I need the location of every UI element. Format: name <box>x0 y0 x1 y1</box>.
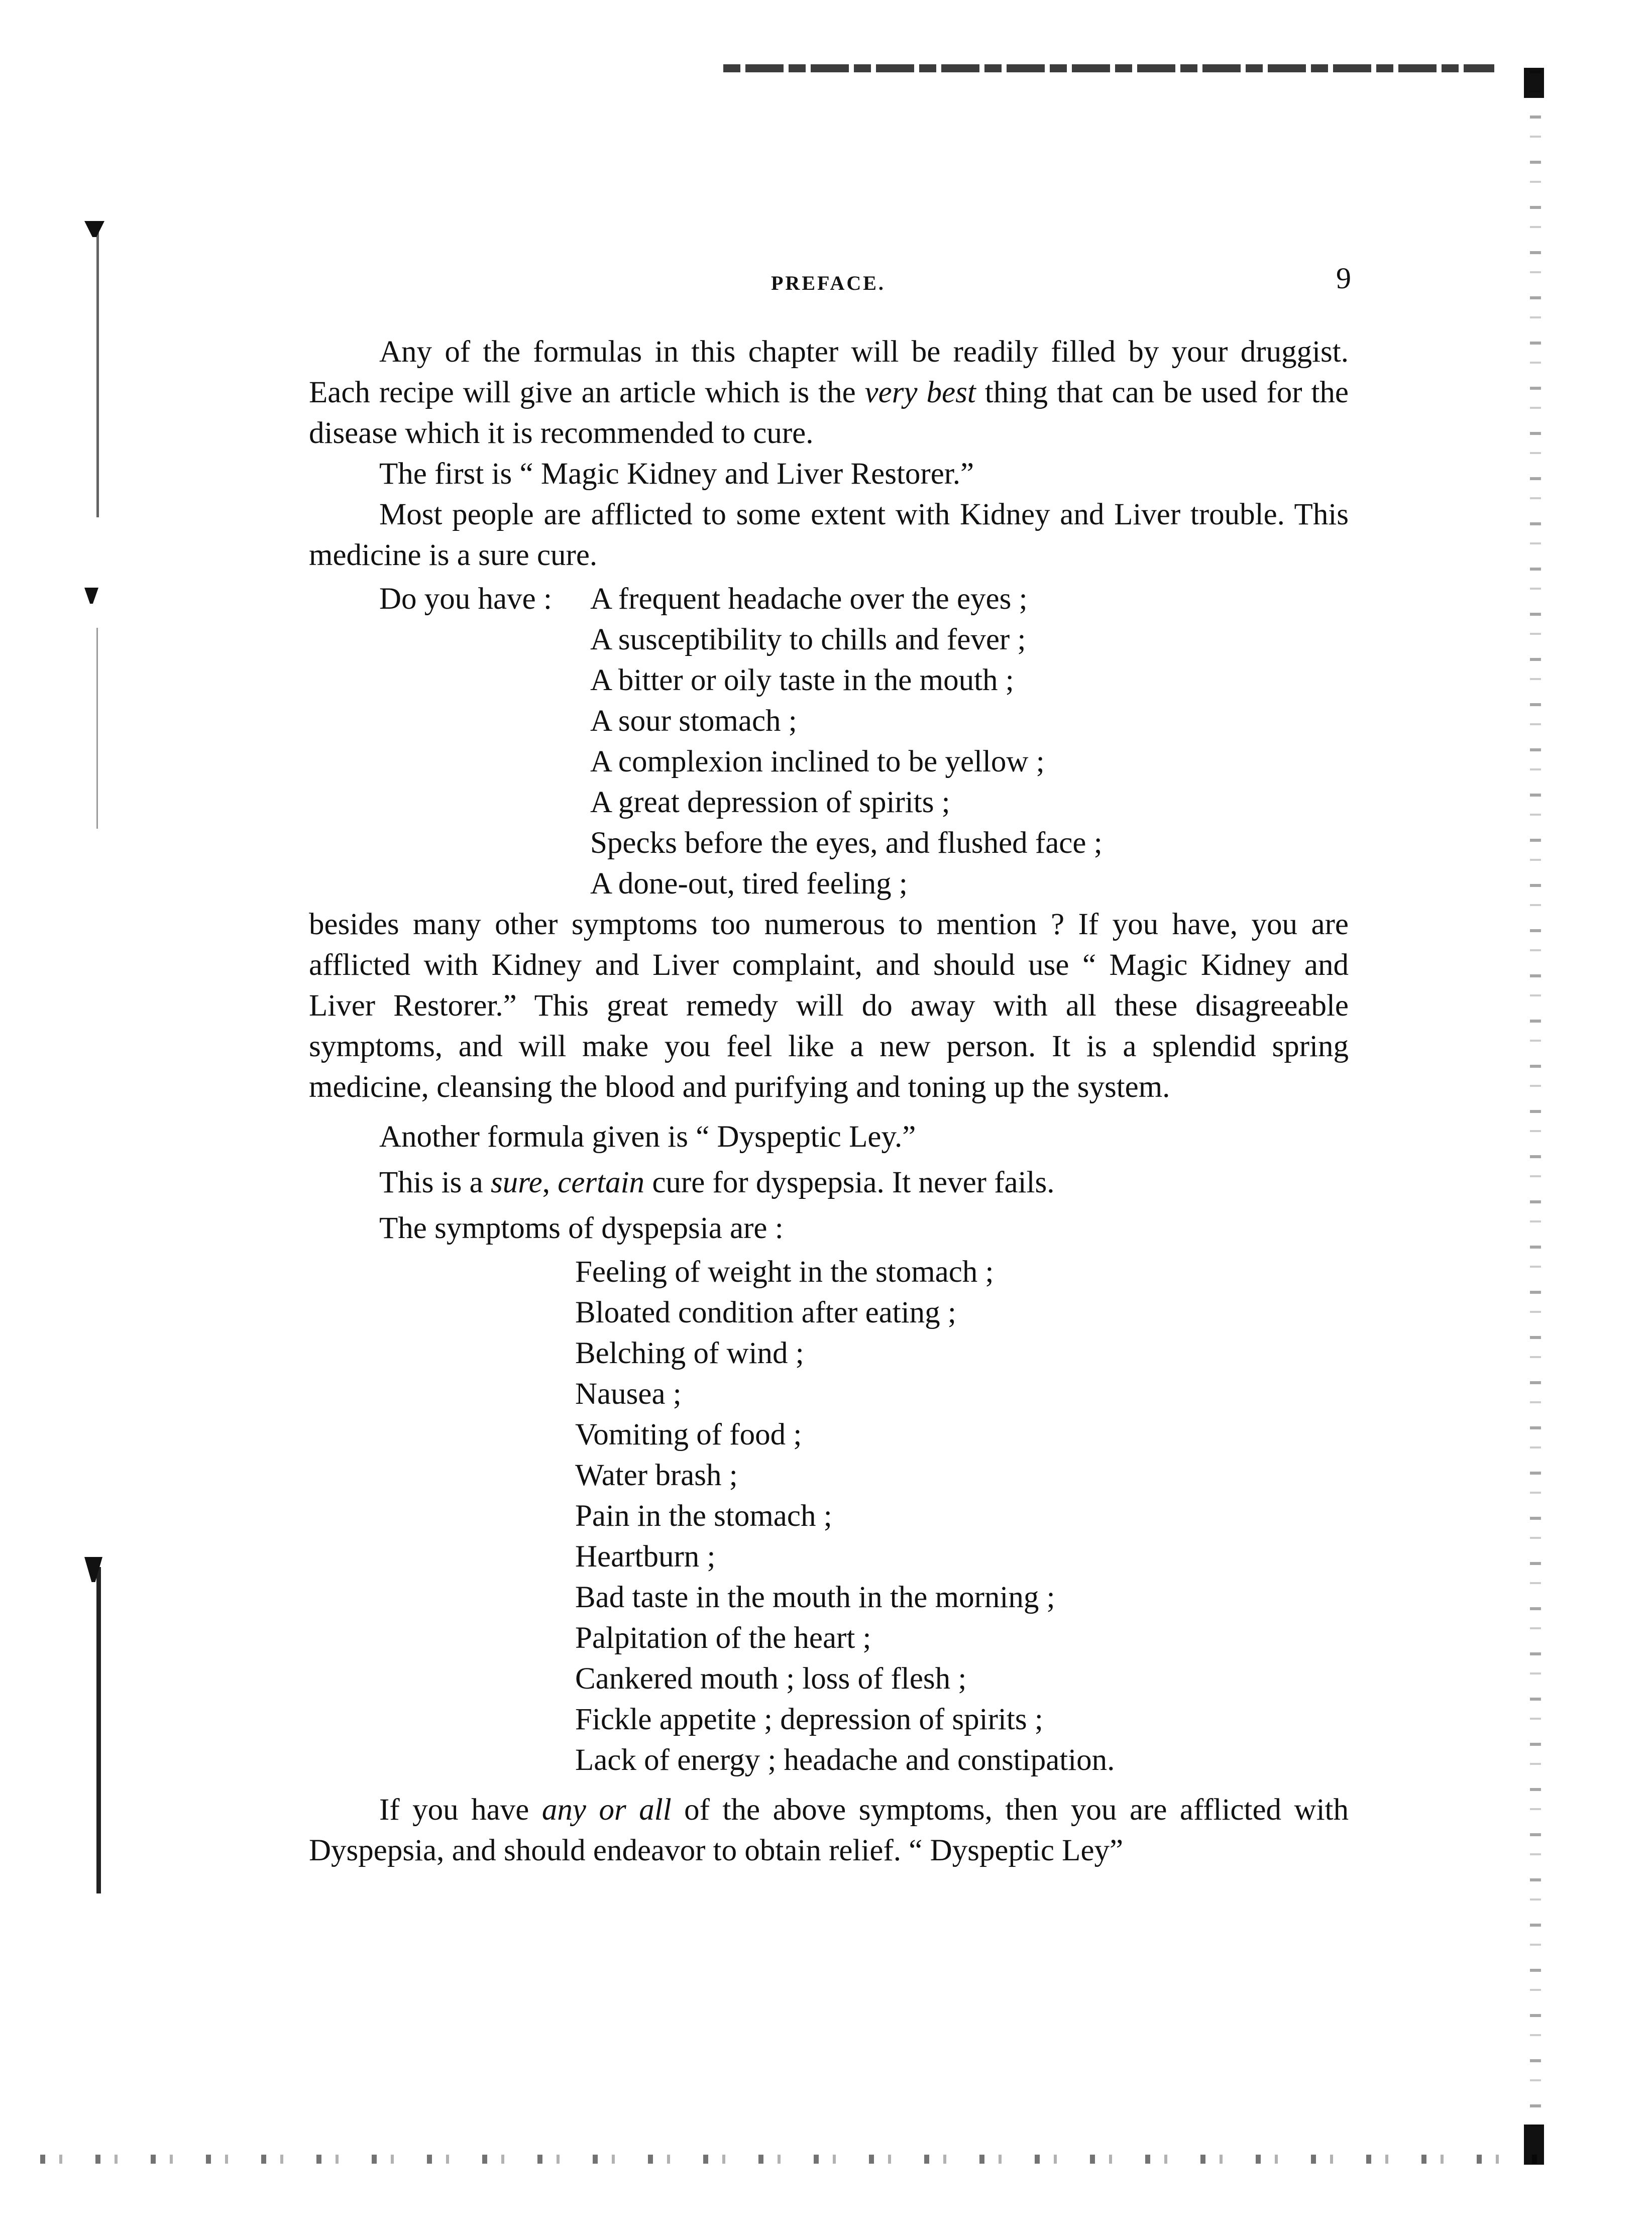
paragraph-text: This is a <box>379 1166 491 1199</box>
list-item: Feeling of weight in the stomach ; <box>575 1255 994 1289</box>
paragraph-dyspepsia-conclusion <box>309 1790 1349 1871</box>
paragraph-kidney-intro: Most people are afflicted to some extent with Kidney and Liver trouble. This medicine is a sure cure. <box>309 498 1349 572</box>
list-item: Palpitation of the heart ; <box>575 1621 871 1655</box>
kidney-symptom-list <box>309 579 1349 904</box>
list-item: Water brash ; <box>575 1459 738 1492</box>
paragraph-text: cure for dyspepsia. It never fails. <box>644 1166 1055 1199</box>
list-item: A great depression of spirits ; <box>590 786 950 819</box>
list-item: Nausea ; <box>575 1377 682 1411</box>
paragraph-formulas <box>309 331 1349 454</box>
list-item: Cankered mouth ; loss of flesh ; <box>575 1662 967 1696</box>
emphasis-text: any or all <box>541 1793 672 1827</box>
scan-top-edge <box>723 64 1494 72</box>
list-item: Belching of wind ; <box>575 1336 804 1370</box>
scan-left-rule <box>96 226 99 517</box>
list-item: A frequent headache over the eyes ; <box>590 582 1028 616</box>
emphasis-text: sure <box>490 1166 542 1199</box>
scan-left-mark <box>84 221 104 237</box>
list-item: Bad taste in the mouth in the morning ; <box>575 1581 1055 1614</box>
paragraph-kidney-remedy: besides many other symptoms too numerous to mention ? If you have, you are afflicted with Kidney and Liver complaint, and should use “ Magic Kidney and Liver Restorer.” This great remedy will do away with all these disagreeable symptoms, and will make you feel like a new person. It is a splendid spring medicine, cleansing the blood and purifying and toning up the system. <box>309 908 1349 1104</box>
page-number: 9 <box>1336 262 1351 295</box>
paragraph-second-remedy: Another formula given is “ Dyspeptic Ley.” <box>379 1120 916 1154</box>
emphasis-text: certain <box>558 1166 645 1199</box>
paragraph-text: of the above symptoms, then you are afflicted with Dyspepsia, and should endeavor to obtain relief. “ Dyspeptic Ley” <box>309 1793 1349 1867</box>
paragraph-text: If you have <box>379 1793 542 1827</box>
list-item: Bloated condition after eating ; <box>575 1296 956 1329</box>
list-item: Lack of energy ; headache and constipation. <box>575 1743 1115 1777</box>
list-item: Vomiting of food ; <box>575 1418 802 1451</box>
paragraph-dyspepsia-intro: The symptoms of dyspepsia are : <box>379 1211 784 1245</box>
scan-bottom-edge <box>40 2155 1542 2164</box>
scan-right-edge <box>1530 70 1541 2130</box>
page-body <box>309 331 1349 1871</box>
list-item: A complexion inclined to be yellow ; <box>590 745 1045 778</box>
list-item: Specks before the eyes, and flushed face ; <box>590 826 1103 860</box>
list-item: Pain in the stomach ; <box>575 1499 832 1533</box>
paragraph-text: thing that can be used for the disease which it is recommended to cure. <box>309 376 1349 450</box>
scan-left-rule <box>96 628 98 829</box>
list-item: A sour stomach ; <box>590 704 797 738</box>
list-item: Fickle appetite ; depression of spirits ; <box>575 1703 1043 1736</box>
paragraph-dyspepsia-cure <box>309 1162 1349 1203</box>
list-item: A susceptibility to chills and fever ; <box>590 623 1026 656</box>
dyspepsia-symptom-list <box>309 1252 1349 1780</box>
list-item: Heartburn ; <box>575 1540 716 1574</box>
list-item: A bitter or oily taste in the mouth ; <box>590 663 1014 697</box>
emphasis-text: very best <box>864 376 976 409</box>
scan-left-rule <box>96 1567 101 1893</box>
paragraph-text: Any of the formulas in this chapter will be readily filled by your druggist. Each recipe will give an article which is the <box>309 335 1349 409</box>
paragraph-first-remedy: The first is “ Magic Kidney and Liver Restorer.” <box>379 457 974 491</box>
scan-left-mark <box>84 588 98 604</box>
kidney-list-lead: Do you have : <box>379 582 552 616</box>
list-item: A done-out, tired feeling ; <box>590 867 908 901</box>
paragraph-text: , <box>542 1166 558 1199</box>
running-head: PREFACE. <box>771 272 886 294</box>
